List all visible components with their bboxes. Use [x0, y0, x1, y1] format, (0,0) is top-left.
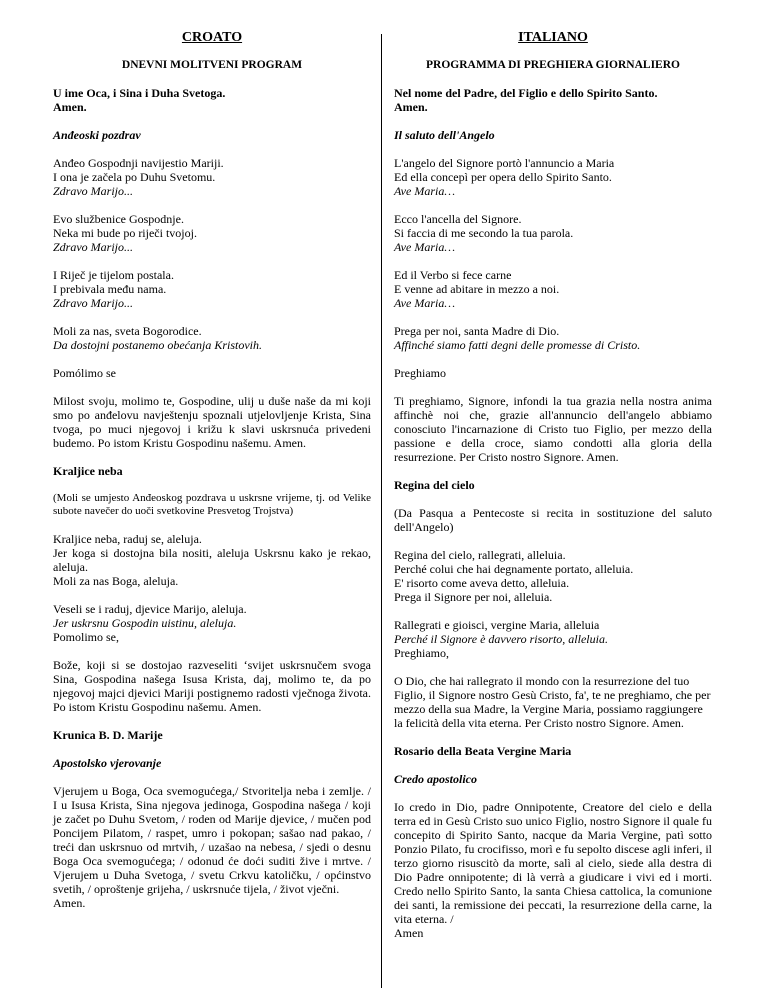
- right-paragraph: [394, 548, 712, 604]
- right-text-line: Amen.: [394, 100, 428, 114]
- document-page: [48, 0, 720, 994]
- left-paragraph: [53, 268, 371, 310]
- right-paragraph: [394, 674, 712, 730]
- right-paragraph-text: Io credo in Dio, padre Onnipotente, Creatore del cielo e della terra ed in Gesù Cristo suo unico Figlio, nostro Signore il quale fu concepito di Spirito Santo, nacque da Maria Vergine, patì sotto Ponzio Pilato, fu crocifisso, morì e fu sepolto discese agli inferi, il terzo giorno risuscitò da morte, salì al cielo, siede alla destra di Dio Padre onnipotente; di là verrà a giudicare i vivi ed i morti. Credo nello Spirito Santo, la santa Chiesa cattolica, la comunione dei santi, la remissione dei peccati, la resurrezione della carne, la vita eterna. /: [394, 800, 712, 926]
- left-text-line: Jer uskrsnu Gospodin uistinu, aleluja.: [53, 616, 237, 630]
- croatian-header: CROATO: [181, 30, 243, 45]
- croatian-text-blocks: [53, 86, 371, 910]
- right-paragraph: [394, 128, 712, 142]
- right-text-line: Rallegrati e gioisci, vergine Maria, alleluia: [394, 618, 600, 632]
- right-text-line: Rosario della Beata Vergine Maria: [394, 744, 572, 758]
- left-text-line: I Riječ je tijelom postala.: [53, 268, 174, 282]
- right-paragraph: [394, 800, 712, 940]
- left-text-line: Veseli se i raduj, djevice Marijo, aleluja.: [53, 602, 247, 616]
- right-text-line: L'angelo del Signore portò l'annuncio a Maria: [394, 156, 615, 170]
- right-text-line: Prega per noi, santa Madre di Dio.: [394, 324, 560, 338]
- left-text-line: Kraljice neba: [53, 464, 123, 478]
- left-paragraph: [53, 394, 371, 450]
- right-paragraph: [394, 394, 712, 464]
- left-paragraph-text: Milost svoju, molimo te, Gospodine, ulij u duše naše da mi koji smo po anđelovu navještenju spoznali utjelovljenje Krista, Sina tvoga, po muci njegovoj i križu k slavi uskrsnuća privedeni budemo. Po istom Kristu Gospodinu našemu. Amen.: [53, 394, 371, 450]
- right-text-line: Ave Maria…: [394, 184, 455, 198]
- right-paragraph: [394, 366, 712, 380]
- left-text-line: I prebivala među nama.: [53, 282, 167, 296]
- left-paragraph-text: (Moli se umjesto Anđeoskog pozdrava u uskrsne vrijeme, tj. od Velike subote navečer do uoči svetkovine Presvetog Trojstva): [53, 492, 371, 517]
- left-text-line: Zdravo Marijo...: [53, 184, 134, 198]
- right-text-line: Regina del cielo, rallegrati, alleluia.: [394, 548, 566, 562]
- left-text-line: Da dostojni postanemo obećanja Kristovih.: [53, 338, 262, 352]
- left-paragraph: [53, 86, 371, 114]
- left-text-line: U ime Oca, i Sina i Duha Svetoga.: [53, 86, 226, 100]
- left-text-line: Pomolimo se,: [53, 630, 120, 644]
- left-text-line: Jer koga si dostojna bila nositi, aleluja Uskrsnu kako je rekao, aleluja.: [53, 546, 371, 574]
- left-paragraph: [53, 602, 371, 644]
- left-paragraph-text: Bože, koji si se dostojao razveseliti ‘svijet uskrsnučem svoga Sina, Gospodina našega Isusa Krista, daj, molimo te, da po njegovoj majci djevici Mariji postignemo radosti vječnoga života. Po istom Kristu Gospodinu našemu. Amen.: [53, 658, 371, 714]
- right-paragraph-text: Ti preghiamo, Signore, infondi la tua grazia nella nostra anima affinchè noi che, grazie all'annuncio dell'angelo abbiamo conosciuto l'incarnazione di Cristo tuo Figlio, per mezzo della passione e della croce, siamo condotti alla gloria della resurrezione. Per Cristo nostro Signore. Amen.: [394, 394, 712, 464]
- right-paragraph: [394, 506, 712, 534]
- left-text-line: I ona je začela po Duhu Svetomu.: [53, 170, 216, 184]
- right-text-line: Il saluto dell'Angelo: [394, 128, 495, 142]
- right-paragraph: [394, 478, 712, 492]
- right-paragraph: [394, 268, 712, 310]
- left-text-line: Moli za nas Boga, aleluja.: [53, 574, 179, 588]
- left-amen-line: Amen.: [53, 896, 86, 910]
- left-paragraph: [53, 464, 371, 478]
- left-text-line: Anđeo Gospodnji navijestio Mariji.: [53, 156, 224, 170]
- italian-text-blocks: [394, 86, 712, 940]
- column-divider: [381, 34, 382, 988]
- right-text-line: E' risorto come aveva detto, alleluia.: [394, 576, 570, 590]
- right-text-line: Perché il Signore è davvero risorto, alleluia.: [394, 632, 608, 646]
- right-paragraph: [394, 772, 712, 786]
- italian-subheader: PROGRAMMA DI PREGHIERA GIORNALIERO: [426, 59, 680, 71]
- right-paragraph: [394, 324, 712, 352]
- left-text-line: Amen.: [53, 100, 87, 114]
- left-text-line: Anđeoski pozdrav: [53, 128, 141, 142]
- left-paragraph-text: Vjerujem u Boga, Oca svemogućega,/ Stvoritelja neba i zemlje. / I u Isusa Krista, Sina njegova jedinoga, Gospodina našega / koji je začet po Duhu Svetom, / roden od Marije djevice, / mučen pod Poncijem Pilatom, / raspet, umro i pokopan; sašao nad pakao, / treći dan uskrsnuo od mrtvih, / uzašao na nebesa, / sjedi o desnu Boga Oca svemogućega; / odonud će doći suditi žive i mrtve. / Vjerujem u Duha Svetoga, / svetu Crkvu katoličku, / općinstvo svetih, / oproštenje grijeha, / uskrsnuće tijela, / život vječni.: [53, 784, 371, 896]
- left-text-line: Moli za nas, sveta Bogorodice.: [53, 324, 202, 338]
- right-paragraph-text: O Dio, che hai rallegrato il mondo con la resurrezione del tuo Figlio, il Signore nostro Gesù Cristo, fa', te ne preghiamo, che per mezzo della sua Madre, la Vergine Maria, possiamo raggiungere la felicità della vita eterna. Per Cristo nostro Signore. Amen.: [394, 674, 711, 730]
- right-text-line: Ed il Verbo si fece carne: [394, 268, 512, 282]
- left-paragraph: [53, 212, 371, 254]
- right-text-line: Prega il Signore per noi, alleluia.: [394, 590, 553, 604]
- left-paragraph: [53, 492, 371, 518]
- right-paragraph: [394, 744, 712, 758]
- right-text-line: Affinché siamo fatti degni delle promesse di Cristo.: [394, 338, 641, 352]
- left-text-line: Krunica B. D. Marije: [53, 728, 163, 742]
- left-text-line: Evo službenice Gospodnje.: [53, 212, 184, 226]
- croatian-column: [53, 30, 371, 924]
- right-text-line: Si faccia di me secondo la tua parola.: [394, 226, 574, 240]
- right-text-line: E venne ad abitare in mezzo a noi.: [394, 282, 560, 296]
- left-paragraph: [53, 156, 371, 198]
- left-paragraph: [53, 728, 371, 742]
- right-text-line: Credo apostolico: [394, 772, 477, 786]
- left-text-line: Apostolsko vjerovanje: [53, 756, 162, 770]
- left-paragraph: [53, 324, 371, 352]
- right-amen-line: Amen: [394, 926, 424, 940]
- left-text-line: Zdravo Marijo...: [53, 240, 134, 254]
- right-text-line: Preghiamo: [394, 366, 446, 380]
- right-text-line: Ecco l'ancella del Signore.: [394, 212, 522, 226]
- left-paragraph: [53, 128, 371, 142]
- left-text-line: Pomólimo se: [53, 366, 117, 380]
- right-paragraph: [394, 618, 712, 660]
- right-text-line: Ave Maria…: [394, 296, 455, 310]
- right-paragraph: [394, 156, 712, 198]
- right-paragraph: [394, 86, 712, 114]
- left-paragraph: [53, 658, 371, 714]
- left-paragraph: [53, 784, 371, 910]
- right-paragraph-text: (Da Pasqua a Pentecoste si recita in sostituzione del saluto dell'Angelo): [394, 506, 712, 534]
- left-paragraph: [53, 756, 371, 770]
- right-text-line: Regina del cielo: [394, 478, 475, 492]
- left-text-line: Zdravo Marijo...: [53, 296, 134, 310]
- right-paragraph: [394, 212, 712, 254]
- right-text-line: Ed ella concepì per opera dello Spirito Santo.: [394, 170, 612, 184]
- right-text-line: Perché colui che hai degnamente portato, alleluia.: [394, 562, 634, 576]
- right-text-line: Nel nome del Padre, del Figlio e dello Spirito Santo.: [394, 86, 658, 100]
- italian-column: [394, 30, 712, 954]
- left-text-line: Neka mi bude po riječi tvojoj.: [53, 226, 197, 240]
- left-paragraph: [53, 366, 371, 380]
- croatian-subheader: DNEVNI MOLITVENI PROGRAM: [121, 59, 303, 71]
- right-text-line: Ave Maria…: [394, 240, 455, 254]
- left-text-line: Kraljice neba, raduj se, aleluja.: [53, 532, 202, 546]
- italian-header: ITALIANO: [518, 30, 588, 45]
- right-text-line: Preghiamo,: [394, 646, 449, 660]
- left-paragraph: [53, 532, 371, 588]
